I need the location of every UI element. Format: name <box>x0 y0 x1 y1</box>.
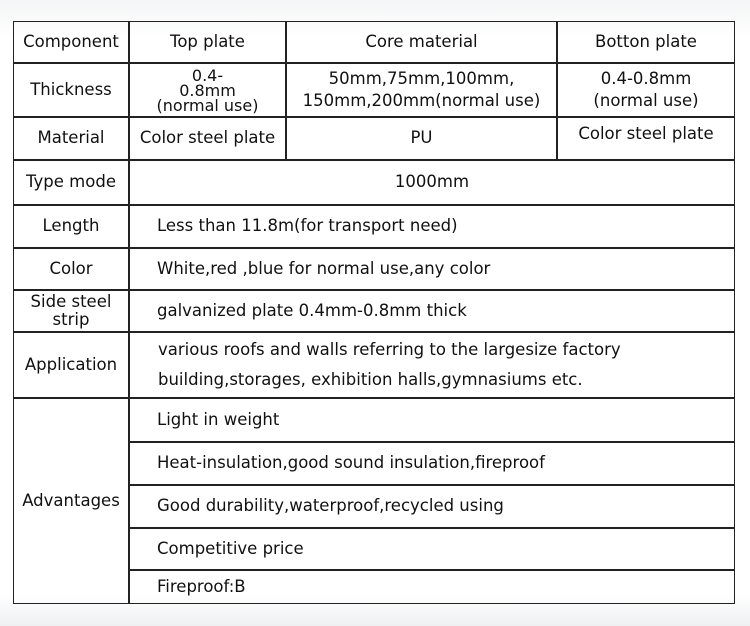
thickness-label: Thickness <box>30 79 112 99</box>
color-label: Color <box>49 258 93 278</box>
application-value <box>129 332 735 398</box>
side-steel-label <box>13 290 129 332</box>
thickness-core-line1: 50mm,75mm,100mm, <box>328 69 515 88</box>
material-bottom: Color steel plate <box>578 124 714 144</box>
material-top: Color steel plate <box>139 128 276 148</box>
thickness-top-line3: (normal use) <box>156 95 259 115</box>
length-label: Length <box>42 216 100 236</box>
thickness-core-line2: 150mm,200mm(normal use) <box>302 91 541 110</box>
side-steel-label-line2: strip <box>52 310 90 329</box>
thickness-top-plate <box>129 63 286 117</box>
advantage-item: Heat-insulation,good sound insulation,fireproof <box>157 453 545 473</box>
application-line2: building,storages, exhibition halls,gymnasiums etc. <box>158 370 583 389</box>
header-component: Component <box>23 31 119 51</box>
application-label: Application <box>24 354 118 374</box>
color-value: White,red ,blue for normal use,any color <box>157 258 491 278</box>
advantage-item: Good durability,waterproof,recycled using <box>157 496 504 516</box>
advantage-item: Light in weight <box>157 409 280 429</box>
advantage-item: Competitive price <box>157 538 304 558</box>
side-steel-label-line1: Side steel <box>30 292 112 311</box>
material-label: Material <box>37 128 105 148</box>
header-core-material: Core material <box>365 31 478 51</box>
spec-table <box>13 21 735 604</box>
application-line1: various roofs and walls referring to the largesize factory <box>158 340 621 359</box>
thickness-bottom <box>557 63 735 117</box>
type-mode-value: 1000mm <box>394 172 470 192</box>
advantage-item: Fireproof:B <box>157 576 246 596</box>
thickness-bottom-line1: 0.4-0.8mm <box>600 69 692 88</box>
length-value: Less than 11.8m(for transport need) <box>157 216 458 236</box>
side-steel-value: galvanized plate 0.4mm-0.8mm thick <box>157 300 467 320</box>
header-bottom-plate: Botton plate <box>595 31 697 51</box>
thickness-core <box>286 63 557 117</box>
thickness-bottom-line2: (normal use) <box>593 91 699 110</box>
type-mode-label: Type mode <box>26 172 116 192</box>
header-top-plate: Top plate <box>170 31 245 51</box>
thickness-top-line2: 0.8mm <box>179 80 236 100</box>
material-core: PU <box>410 128 433 148</box>
thickness-top-line1: 0.4- <box>191 65 224 85</box>
advantages-label: Advantages <box>22 490 120 510</box>
